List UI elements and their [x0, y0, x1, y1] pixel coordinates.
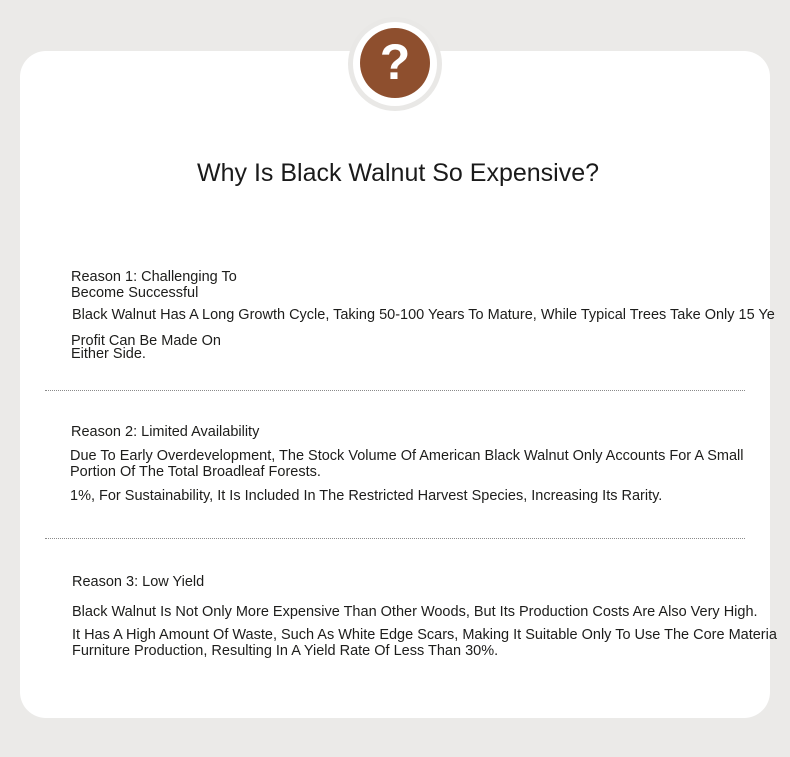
reason-3-heading: Reason 3: Low Yield [72, 574, 205, 590]
reason-2-body-line-2: 1%, For Sustainability, It Is Included In The Restricted Harvest Species, Increasing Its Rarity. [70, 488, 663, 504]
reason-2-heading: Reason 2: Limited Availability [71, 424, 260, 440]
reason-2-body-line-1: Due To Early Overdevelopment, The Stock Volume Of American Black Walnut Only Accounts For A Small Portion Of The Total Broadleaf Forests. [70, 448, 744, 480]
reason-1-body-line-2: Profit Can Be Made On Either Side. [71, 333, 221, 362]
reason-3-body-line-2: It Has A High Amount Of Waste, Such As White Edge Scars, Making It Suitable Only To Use The Core Materia Furniture Production, Resulting In A Yield Rate Of Less Than 30%. [72, 627, 777, 659]
page-title: Why Is Black Walnut So Expensive? [197, 159, 600, 187]
reason-3-body-line-1: Black Walnut Is Not Only More Expensive Than Other Woods, But Its Production Costs Are Also Very High. [72, 604, 758, 620]
question-mark-badge [360, 28, 430, 98]
reason-1-body-line-1: Black Walnut Has A Long Growth Cycle, Taking 50-100 Years To Mature, While Typical Trees Take Only 15 Ye [72, 307, 775, 323]
section-divider [45, 538, 745, 539]
section-divider [45, 390, 745, 391]
reason-1-heading: Reason 1: Challenging To Become Successful [71, 269, 237, 301]
question-mark-icon: ? [379, 34, 411, 90]
